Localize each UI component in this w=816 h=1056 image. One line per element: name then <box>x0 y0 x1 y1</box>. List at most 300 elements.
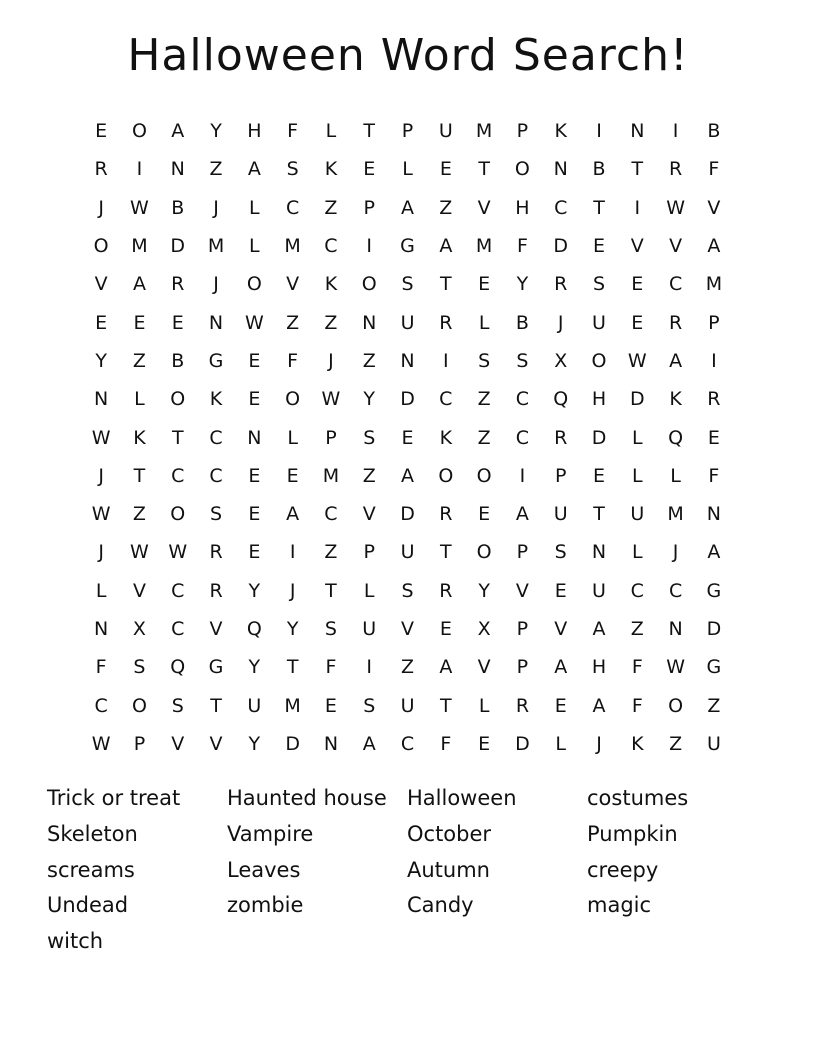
grid-letter[interactable]: E <box>248 503 261 526</box>
grid-letter[interactable]: F <box>95 656 107 679</box>
grid-letter[interactable]: O <box>361 273 377 296</box>
grid-letter[interactable]: E <box>478 732 491 755</box>
grid-letter[interactable]: L <box>555 732 566 755</box>
grid-letter[interactable]: S <box>363 694 376 717</box>
grid-letter[interactable]: R <box>439 311 453 334</box>
word-list-item: screams <box>47 857 135 882</box>
grid-letter[interactable]: W <box>91 503 111 526</box>
grid-letter[interactable]: R <box>669 311 683 334</box>
grid-letter[interactable]: S <box>554 541 567 564</box>
grid-letter[interactable]: E <box>439 618 452 640</box>
grid-letter[interactable]: U <box>362 618 377 640</box>
grid-letter[interactable]: V <box>630 235 644 258</box>
grid-letter[interactable]: P <box>363 541 375 564</box>
grid-letter[interactable]: E <box>593 235 606 258</box>
grid-letter[interactable]: X <box>554 349 568 372</box>
grid-letter[interactable]: N <box>323 732 339 755</box>
grid-letter[interactable]: C <box>515 388 530 411</box>
grid-letter[interactable]: Z <box>362 464 376 487</box>
grid-letter[interactable]: K <box>669 388 682 411</box>
grid-letter[interactable]: L <box>134 388 145 411</box>
grid-letter[interactable]: F <box>708 464 720 487</box>
grid-letter[interactable]: K <box>631 732 644 755</box>
grid-letter[interactable]: P <box>133 732 146 755</box>
grid-letter[interactable]: Z <box>324 541 338 564</box>
grid-letter[interactable]: E <box>439 158 452 181</box>
grid-letter[interactable]: Y <box>516 273 529 296</box>
grid-letter[interactable]: E <box>478 503 491 526</box>
grid-letter[interactable]: H <box>591 656 607 679</box>
grid-letter[interactable]: D <box>285 732 300 755</box>
grid-letter[interactable]: H <box>515 196 530 219</box>
grid-letter[interactable]: O <box>591 349 607 372</box>
grid-letter[interactable]: P <box>325 426 337 449</box>
grid-letter[interactable]: P <box>554 464 567 487</box>
grid-letter[interactable]: T <box>440 694 452 717</box>
grid-letter[interactable]: D <box>400 503 415 526</box>
grid-letter[interactable]: C <box>171 464 185 487</box>
grid-letter[interactable]: E <box>248 388 261 411</box>
grid-letter[interactable]: C <box>668 579 683 602</box>
grid-letter[interactable]: U <box>630 503 645 526</box>
grid-letter[interactable]: C <box>209 426 223 449</box>
grid-letter[interactable]: G <box>706 579 722 602</box>
grid-letter[interactable]: N <box>400 349 415 372</box>
grid-letter[interactable]: K <box>439 426 453 449</box>
grid-letter[interactable]: D <box>400 388 415 411</box>
grid-letter[interactable]: L <box>95 579 107 602</box>
grid-letter[interactable]: R <box>554 426 568 449</box>
grid-letter[interactable]: Z <box>477 388 491 411</box>
grid-letter[interactable]: E <box>248 349 261 372</box>
grid-letter[interactable]: M <box>667 503 684 526</box>
grid-letter[interactable]: O <box>93 235 109 258</box>
grid-letter[interactable]: A <box>439 235 453 258</box>
grid-letter[interactable]: F <box>440 732 452 755</box>
grid-letter[interactable]: J <box>596 732 602 755</box>
grid-letter[interactable]: Z <box>324 311 338 334</box>
grid-letter[interactable]: A <box>171 120 185 143</box>
grid-letter[interactable]: Q <box>246 618 262 640</box>
grid-letter[interactable]: O <box>170 503 186 526</box>
grid-letter[interactable]: W <box>91 732 111 755</box>
grid-letter[interactable]: D <box>629 388 645 411</box>
grid-letter[interactable]: T <box>133 464 146 487</box>
grid-letter[interactable]: S <box>478 349 491 372</box>
grid-letter[interactable]: N <box>706 503 721 526</box>
grid-letter[interactable]: R <box>94 158 108 181</box>
grid-letter[interactable]: C <box>285 196 300 219</box>
grid-letter[interactable]: A <box>132 273 146 296</box>
grid-letter[interactable]: E <box>286 464 299 487</box>
grid-letter[interactable]: S <box>171 694 184 717</box>
grid-letter[interactable]: N <box>208 311 224 334</box>
grid-letter[interactable]: K <box>324 273 338 296</box>
grid-letter[interactable]: E <box>363 158 376 181</box>
grid-letter[interactable]: U <box>400 541 415 564</box>
grid-letter[interactable]: I <box>136 158 143 181</box>
grid-letter[interactable]: Y <box>363 388 376 411</box>
grid-letter[interactable]: Z <box>362 349 376 372</box>
grid-letter[interactable]: Y <box>248 579 261 602</box>
grid-letter[interactable]: P <box>708 311 720 334</box>
grid-letter[interactable]: U <box>592 311 606 334</box>
grid-letter[interactable]: A <box>286 503 300 526</box>
grid-letter[interactable]: E <box>324 694 337 717</box>
grid-letter[interactable]: O <box>131 120 147 143</box>
grid-letter[interactable]: C <box>554 196 568 219</box>
grid-letter[interactable]: Z <box>630 618 644 640</box>
grid-letter[interactable]: Z <box>324 196 338 219</box>
grid-letter[interactable]: N <box>170 158 185 181</box>
grid-letter[interactable]: P <box>516 656 529 679</box>
grid-letter[interactable]: V <box>669 235 683 258</box>
grid-letter[interactable]: C <box>400 732 415 755</box>
grid-letter[interactable]: J <box>213 273 219 296</box>
grid-letter[interactable]: Y <box>210 120 222 143</box>
grid-letter[interactable]: M <box>475 235 493 258</box>
grid-letter[interactable]: N <box>553 158 568 181</box>
grid-letter[interactable]: O <box>285 388 301 411</box>
grid-letter[interactable]: J <box>98 541 104 564</box>
grid-letter[interactable]: Q <box>553 388 569 411</box>
grid-letter[interactable]: C <box>209 464 223 487</box>
grid-letter[interactable]: W <box>666 656 685 679</box>
grid-letter[interactable]: L <box>632 426 643 449</box>
grid-letter[interactable]: Y <box>248 732 261 755</box>
grid-letter[interactable]: C <box>171 618 185 640</box>
grid-letter[interactable]: Q <box>668 426 684 449</box>
grid-letter[interactable]: L <box>249 235 260 258</box>
word-list-item: Candy <box>407 893 474 918</box>
grid-letter[interactable]: L <box>632 464 643 487</box>
grid-letter[interactable]: L <box>402 158 413 181</box>
grid-letter[interactable]: Y <box>248 656 261 679</box>
grid-letter[interactable]: Z <box>286 311 300 334</box>
grid-letter[interactable]: T <box>171 426 184 449</box>
grid-letter[interactable]: E <box>248 464 261 487</box>
grid-letter[interactable]: B <box>592 158 606 181</box>
grid-letter[interactable]: T <box>440 273 452 296</box>
grid-letter[interactable]: J <box>672 541 679 564</box>
grid-letter[interactable]: I <box>289 541 296 564</box>
grid-letter[interactable]: S <box>592 273 606 296</box>
grid-letter[interactable]: C <box>630 579 644 602</box>
grid-letter[interactable]: S <box>324 618 337 640</box>
grid-letter[interactable]: M <box>322 464 340 487</box>
grid-letter[interactable]: E <box>554 579 567 602</box>
grid-letter[interactable]: H <box>247 120 262 143</box>
grid-letter[interactable]: S <box>286 158 299 181</box>
grid-letter[interactable]: R <box>209 579 223 602</box>
grid-letter[interactable]: I <box>634 196 641 219</box>
grid-letter[interactable]: F <box>516 235 528 258</box>
grid-letter[interactable]: U <box>247 694 262 717</box>
grid-letter[interactable]: L <box>363 579 375 602</box>
grid-letter[interactable]: A <box>669 349 683 372</box>
grid-letter[interactable]: P <box>516 120 529 143</box>
grid-letter[interactable]: U <box>400 694 415 717</box>
grid-letter[interactable]: B <box>171 196 185 219</box>
grid-letter[interactable]: R <box>669 158 683 181</box>
grid-letter[interactable]: F <box>287 120 299 143</box>
grid-letter[interactable]: M <box>475 120 493 143</box>
grid-letter[interactable]: N <box>630 120 645 143</box>
grid-letter[interactable]: R <box>209 541 223 564</box>
word-list-item: witch <box>47 929 104 954</box>
grid-letter[interactable]: K <box>554 120 567 143</box>
grid-letter[interactable]: X <box>132 618 146 640</box>
grid-letter[interactable]: Z <box>132 503 146 526</box>
grid-letter[interactable]: D <box>553 235 569 258</box>
grid-letter[interactable]: A <box>362 732 376 755</box>
grid-letter[interactable]: B <box>171 349 185 372</box>
grid-letter[interactable]: W <box>130 541 149 564</box>
page-title: Halloween Word Search! <box>127 30 689 81</box>
word-list-item: Trick or treat <box>47 786 181 810</box>
grid-letter[interactable]: V <box>132 579 146 602</box>
grid-letter[interactable]: V <box>707 196 721 219</box>
grid-letter[interactable]: N <box>362 311 377 334</box>
word-list-item: creepy <box>587 857 659 882</box>
grid-letter[interactable]: S <box>401 579 414 602</box>
grid-letter[interactable]: E <box>171 311 184 334</box>
grid-letter[interactable]: O <box>514 158 530 181</box>
grid-letter[interactable]: O <box>131 694 147 717</box>
grid-letter[interactable]: P <box>516 618 529 640</box>
grid-letter[interactable]: J <box>98 196 104 219</box>
grid-letter[interactable]: I <box>596 120 602 143</box>
grid-letter[interactable]: O <box>438 464 454 487</box>
grid-letter[interactable]: J <box>98 464 104 487</box>
grid-letter[interactable]: C <box>515 426 530 449</box>
grid-letter[interactable]: X <box>477 618 491 640</box>
grid-letter[interactable]: I <box>366 656 373 679</box>
grid-letter[interactable]: Q <box>170 656 186 679</box>
grid-letter[interactable]: Y <box>95 349 107 372</box>
grid-letter[interactable]: V <box>362 503 376 526</box>
grid-letter[interactable]: U <box>592 579 606 602</box>
grid-letter[interactable]: J <box>328 349 334 372</box>
grid-letter[interactable]: W <box>130 196 149 219</box>
grid-letter[interactable]: A <box>707 235 721 258</box>
grid-letter[interactable]: F <box>631 656 643 679</box>
grid-letter[interactable]: U <box>438 120 453 143</box>
grid-letter[interactable]: A <box>439 656 453 679</box>
grid-letter[interactable]: R <box>439 579 453 602</box>
grid-letter[interactable]: T <box>286 656 299 679</box>
grid-letter[interactable]: L <box>325 120 337 143</box>
grid-letter[interactable]: M <box>705 273 723 296</box>
grid-letter[interactable]: T <box>478 158 490 181</box>
grid-letter[interactable]: A <box>592 694 606 717</box>
grid-letter[interactable]: A <box>401 464 415 487</box>
grid-letter[interactable]: L <box>632 541 643 564</box>
grid-letter[interactable]: C <box>439 388 453 411</box>
word-list-item: October <box>407 821 492 846</box>
grid-letter[interactable]: C <box>171 579 185 602</box>
grid-letter[interactable]: E <box>478 273 491 296</box>
grid-letter[interactable]: B <box>707 120 721 143</box>
grid-letter[interactable]: I <box>443 349 449 372</box>
grid-letter[interactable]: B <box>515 311 529 334</box>
word-list-item: Haunted house <box>227 786 387 810</box>
grid-letter[interactable]: E <box>554 694 567 717</box>
grid-letter[interactable]: S <box>363 426 376 449</box>
grid-letter[interactable]: Z <box>669 732 683 755</box>
grid-letter[interactable]: M <box>131 235 148 258</box>
grid-letter[interactable]: Z <box>209 158 223 181</box>
grid-letter[interactable]: P <box>363 196 375 219</box>
grid-letter[interactable]: F <box>287 349 299 372</box>
grid-letter[interactable]: W <box>168 541 188 564</box>
grid-letter[interactable]: V <box>554 618 568 640</box>
grid-letter[interactable]: R <box>439 503 453 526</box>
grid-letter[interactable]: R <box>515 694 530 717</box>
grid-letter[interactable]: A <box>515 503 529 526</box>
grid-letter[interactable]: J <box>289 579 296 602</box>
grid-letter[interactable]: D <box>170 235 186 258</box>
grid-letter[interactable]: O <box>668 694 684 717</box>
grid-letter[interactable]: U <box>400 311 415 334</box>
grid-letter[interactable]: T <box>593 503 605 526</box>
grid-letter[interactable]: A <box>554 656 568 679</box>
grid-letter[interactable]: O <box>476 464 492 487</box>
grid-letter[interactable]: T <box>363 120 376 143</box>
grid-letter[interactable]: N <box>591 541 607 564</box>
grid-letter[interactable]: S <box>516 349 529 372</box>
grid-letter[interactable]: E <box>631 273 644 296</box>
word-list <box>47 782 767 961</box>
grid-letter[interactable]: I <box>519 464 526 487</box>
grid-letter[interactable]: E <box>95 311 108 334</box>
grid-letter[interactable]: V <box>171 732 185 755</box>
grid-letter[interactable]: E <box>133 311 146 334</box>
grid-letter[interactable]: V <box>515 579 529 602</box>
grid-letter[interactable]: A <box>707 541 721 564</box>
grid-letter[interactable]: D <box>591 426 607 449</box>
grid-letter[interactable]: R <box>554 273 568 296</box>
grid-letter[interactable]: U <box>553 503 568 526</box>
grid-letter[interactable]: G <box>400 235 415 258</box>
grid-letter[interactable]: Y <box>478 579 490 602</box>
grid-letter[interactable]: L <box>249 196 260 219</box>
grid-letter[interactable]: F <box>325 656 337 679</box>
word-list-item: Pumpkin <box>587 821 678 846</box>
grid-letter[interactable]: O <box>476 541 492 564</box>
grid-letter[interactable]: A <box>247 158 261 181</box>
grid-letter[interactable]: I <box>711 349 717 372</box>
grid-letter[interactable]: C <box>94 694 108 717</box>
grid-letter[interactable]: W <box>666 196 685 219</box>
grid-letter[interactable]: T <box>440 541 452 564</box>
grid-letter[interactable]: V <box>286 273 300 296</box>
grid-letter[interactable]: L <box>478 694 490 717</box>
grid-letter[interactable]: T <box>631 158 644 181</box>
grid-letter[interactable]: P <box>516 541 529 564</box>
grid-letter[interactable]: F <box>631 694 643 717</box>
grid-letter[interactable]: E <box>248 541 261 564</box>
grid-letter[interactable]: K <box>209 388 223 411</box>
grid-letter[interactable]: W <box>244 311 264 334</box>
grid-letter[interactable]: P <box>401 120 414 143</box>
grid-letter[interactable]: L <box>478 311 490 334</box>
grid-letter[interactable]: T <box>210 694 222 717</box>
grid-letter[interactable]: R <box>171 273 185 296</box>
grid-letter[interactable]: G <box>208 349 224 372</box>
grid-letter[interactable]: N <box>94 388 109 411</box>
grid-letter[interactable]: E <box>401 426 414 449</box>
grid-letter[interactable]: T <box>325 579 337 602</box>
word-list-item: Undead <box>47 893 129 918</box>
grid-letter[interactable]: V <box>94 273 108 296</box>
grid-letter[interactable]: C <box>324 503 338 526</box>
grid-letter[interactable]: E <box>631 311 644 334</box>
grid-letter[interactable]: S <box>401 273 414 296</box>
grid-letter[interactable]: I <box>672 120 679 143</box>
grid-letter[interactable]: M <box>284 694 301 717</box>
grid-letter[interactable]: O <box>170 388 186 411</box>
grid-letter[interactable]: N <box>247 426 262 449</box>
grid-letter[interactable]: M <box>284 235 301 258</box>
grid-letter[interactable]: L <box>287 426 298 449</box>
grid-letter[interactable]: D <box>515 732 530 755</box>
grid-letter[interactable]: V <box>209 732 223 755</box>
grid-letter[interactable]: Z <box>401 656 415 679</box>
grid-letter[interactable]: A <box>592 618 606 640</box>
grid-letter[interactable]: S <box>133 656 146 679</box>
grid-letter[interactable]: W <box>91 426 111 449</box>
grid-letter[interactable]: J <box>213 196 219 219</box>
grid-letter[interactable]: V <box>477 656 491 679</box>
grid-letter[interactable]: I <box>366 235 373 258</box>
grid-letter[interactable]: U <box>706 732 721 755</box>
grid-letter[interactable]: F <box>708 158 720 181</box>
grid-letter[interactable]: A <box>401 196 415 219</box>
grid-letter[interactable]: N <box>94 618 109 640</box>
grid-letter[interactable]: W <box>627 349 647 372</box>
grid-letter[interactable]: V <box>401 618 415 640</box>
grid-letter[interactable]: K <box>133 426 146 449</box>
grid-letter[interactable]: E <box>707 426 720 449</box>
grid-letter[interactable]: L <box>670 464 681 487</box>
grid-letter[interactable]: W <box>321 388 341 411</box>
grid-letter[interactable]: T <box>593 196 605 219</box>
grid-letter[interactable]: C <box>668 273 683 296</box>
grid-letter[interactable]: Y <box>286 618 299 640</box>
grid-letter[interactable]: V <box>477 196 491 219</box>
grid-letter[interactable]: G <box>706 656 722 679</box>
grid-letter[interactable]: E <box>593 464 606 487</box>
grid-letter[interactable]: Z <box>439 196 453 219</box>
grid-letter[interactable]: C <box>324 235 338 258</box>
grid-letter[interactable]: O <box>246 273 262 296</box>
grid-letter[interactable]: J <box>557 311 564 334</box>
grid-letter[interactable]: M <box>207 235 225 258</box>
grid-letter[interactable]: H <box>591 388 607 411</box>
grid-letter[interactable]: E <box>95 120 108 143</box>
grid-letter[interactable]: V <box>209 618 223 640</box>
grid-letter[interactable]: G <box>208 656 224 679</box>
grid-letter[interactable]: D <box>706 618 722 640</box>
grid-letter[interactable]: Z <box>477 426 491 449</box>
grid-letter[interactable]: Z <box>707 694 721 717</box>
grid-letter[interactable]: K <box>324 158 338 181</box>
grid-letter[interactable]: N <box>668 618 683 640</box>
grid-letter[interactable]: S <box>210 503 223 526</box>
grid-letter[interactable]: Z <box>132 349 146 372</box>
grid-letter[interactable]: R <box>707 388 721 411</box>
